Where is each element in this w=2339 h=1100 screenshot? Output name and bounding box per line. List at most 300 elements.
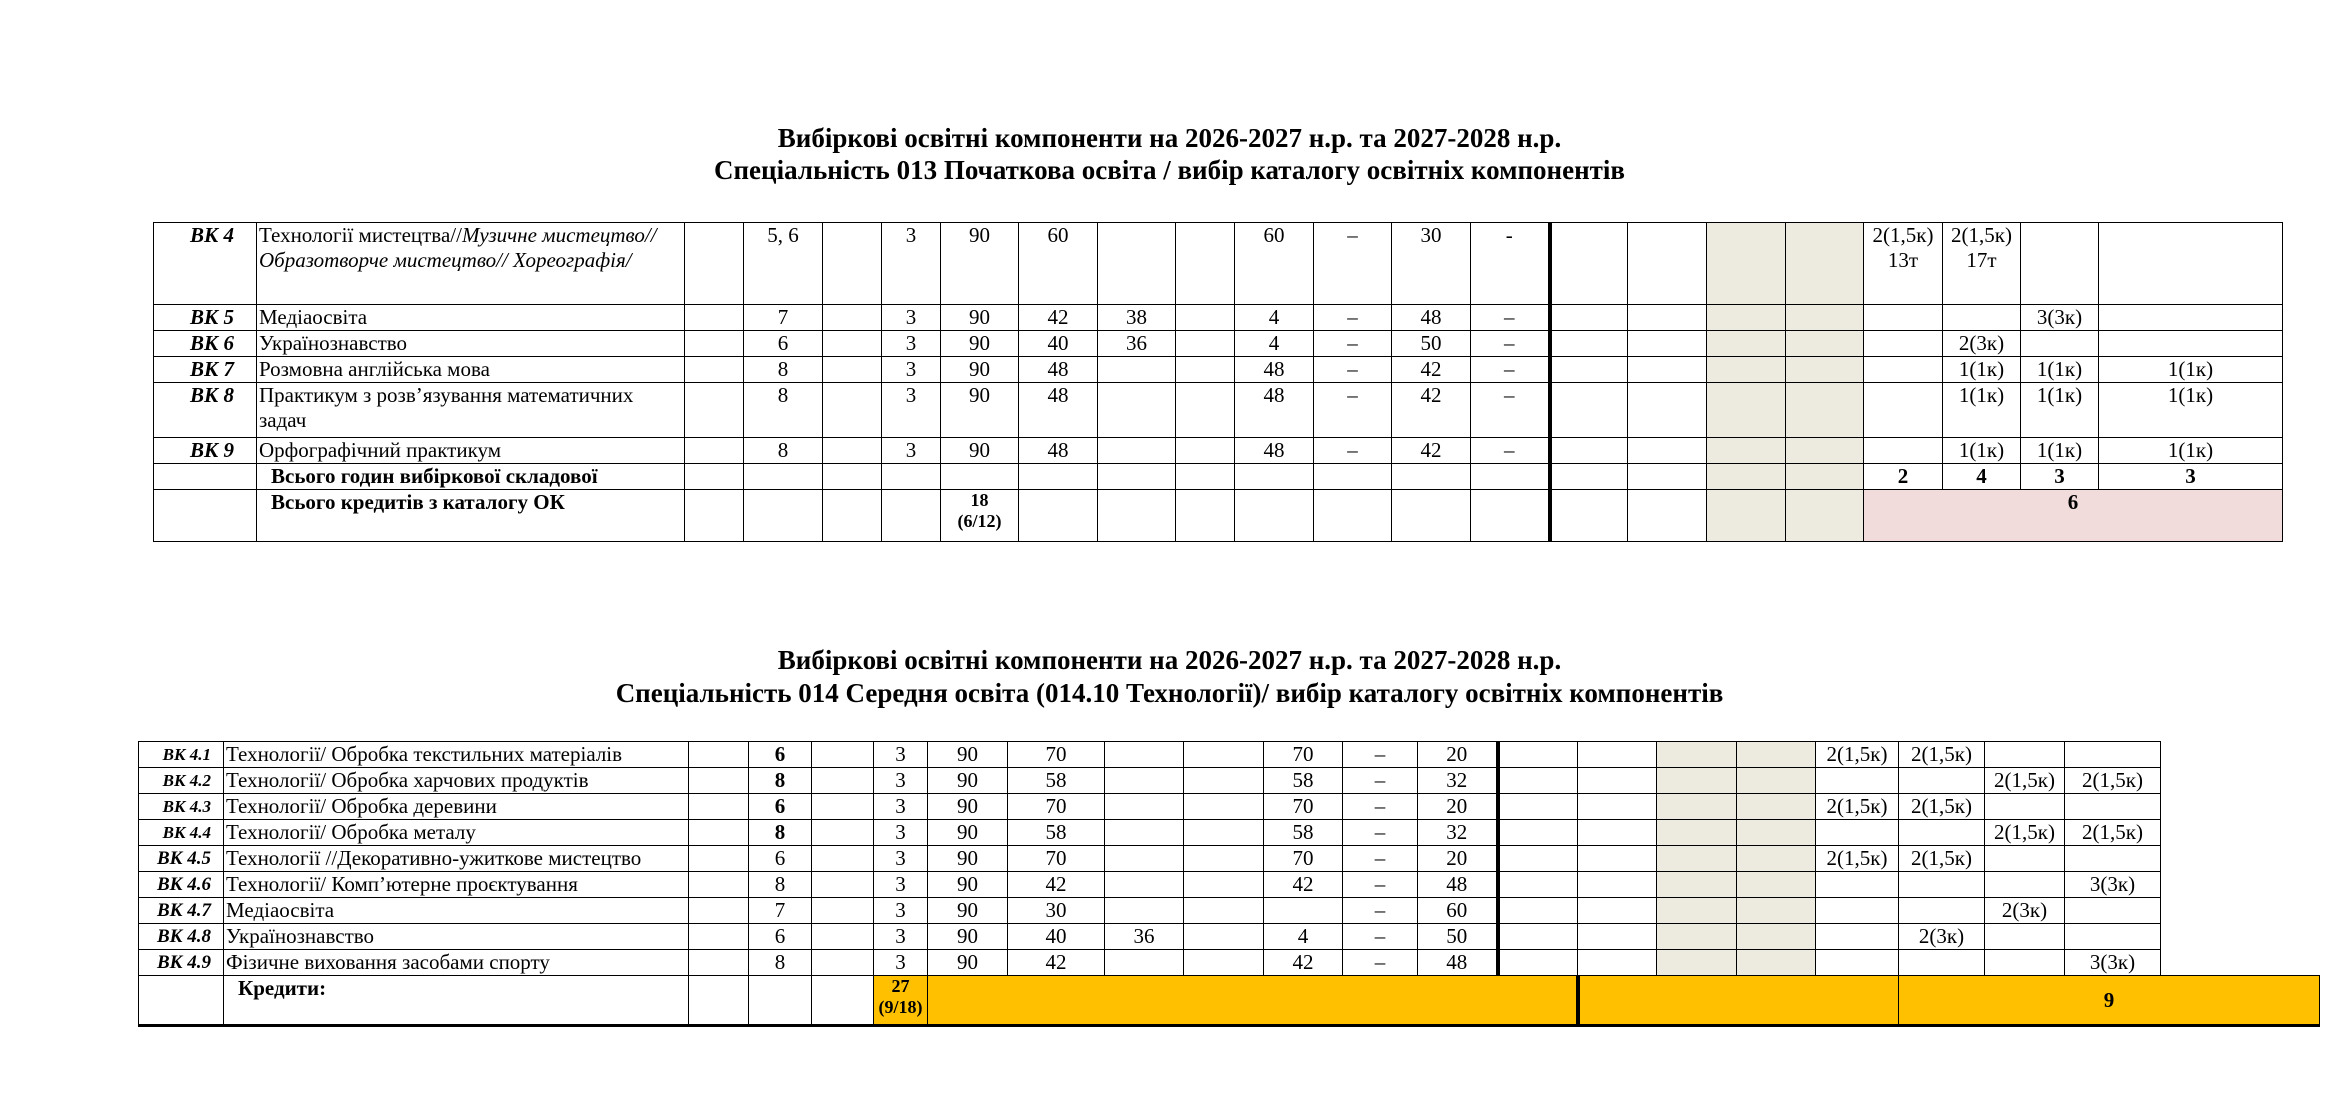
empty-cell	[1498, 768, 1578, 794]
empty-cell	[812, 898, 874, 924]
selfstudy-cell: 42	[1392, 357, 1471, 383]
semester-distribution-cell	[1985, 742, 2065, 768]
empty-cell	[1550, 438, 1628, 464]
empty-cell	[1184, 820, 1264, 846]
auditory-cell: 42	[1019, 305, 1098, 331]
selfstudy-cell: 48	[1418, 950, 1498, 976]
lab-cell: –	[1343, 924, 1418, 950]
semester-distribution-cell: 2(1,5к)	[2065, 820, 2161, 846]
semester-distribution-cell	[2065, 742, 2161, 768]
credits-semester-total: 9	[1899, 976, 2320, 1026]
lecture-cell	[1105, 820, 1184, 846]
credits-cell: 3	[874, 924, 928, 950]
credits-cell: 3	[874, 794, 928, 820]
semester-distribution-cell	[2099, 223, 2283, 305]
empty-cell	[1737, 794, 1816, 820]
empty-cell	[1392, 464, 1471, 490]
course-name-italic: Музичне мистецтво// Образотворче мистецтво// Хореографія/	[259, 223, 657, 272]
credits-row	[139, 976, 2320, 1026]
empty-cell	[1550, 464, 1628, 490]
empty-cell	[685, 305, 744, 331]
practice-cell: 48	[1235, 438, 1314, 464]
empty-cell	[1392, 490, 1471, 542]
semester-cell: 8	[749, 872, 812, 898]
empty-cell	[1657, 820, 1737, 846]
practice-cell: 58	[1264, 820, 1343, 846]
empty-cell	[685, 438, 744, 464]
semester-distribution-cell	[2065, 924, 2161, 950]
credits-cell: 3	[882, 357, 941, 383]
extra-cell: –	[1471, 331, 1550, 357]
hours-cell: 90	[928, 820, 1008, 846]
course-name: Технології //Декоративно-ужиткове мистецтво	[224, 846, 689, 872]
empty-cell	[1737, 846, 1816, 872]
empty-cell	[685, 383, 744, 438]
table-row	[139, 742, 2320, 768]
semester-distribution-cell	[1899, 950, 1985, 976]
semester-cell: 5, 6	[744, 223, 823, 305]
selfstudy-cell: 48	[1418, 872, 1498, 898]
course-code: ВК 4.1	[139, 742, 224, 768]
empty-cell	[1578, 742, 1657, 768]
lab-cell: –	[1314, 305, 1392, 331]
semester-distribution-cell: 1(1к)	[2021, 383, 2099, 438]
empty-cell	[812, 768, 874, 794]
total-credits-semester: 6	[1864, 490, 2283, 542]
lecture-cell	[1098, 438, 1176, 464]
semester-distribution-cell	[1985, 846, 2065, 872]
empty-cell	[1657, 794, 1737, 820]
table-row	[139, 820, 2320, 846]
semester-distribution-cell: 1(1к)	[1943, 357, 2021, 383]
empty-cell	[812, 846, 874, 872]
total-hours-value: 4	[1943, 464, 2021, 490]
semester-distribution-cell	[2099, 305, 2283, 331]
section2-title-line2: Спеціальність 014 Середня освіта (014.10 Технології)/ вибір каталогу освітніх компонентів	[615, 678, 1724, 708]
semester-distribution-cell: 2(1,5к)	[1816, 794, 1899, 820]
course-name: Технології/ Обробка харчових продуктів	[224, 768, 689, 794]
empty-cell	[1657, 950, 1737, 976]
hours-cell: 90	[941, 383, 1019, 438]
credits-cell: 3	[874, 768, 928, 794]
empty-cell	[1707, 223, 1786, 305]
course-name-text: Українознавство	[259, 331, 408, 355]
semester-cell: 8	[744, 357, 823, 383]
empty-cell	[823, 464, 882, 490]
semester-distribution-cell	[1899, 768, 1985, 794]
semester-cell: 6	[749, 846, 812, 872]
empty-cell	[689, 950, 749, 976]
semester-cell: 8	[744, 383, 823, 438]
semester-distribution-cell: 1(1к)	[2099, 357, 2283, 383]
table-row	[154, 305, 2283, 331]
empty-cell	[685, 490, 744, 542]
semester-distribution-cell	[1816, 820, 1899, 846]
semester-distribution-cell: 3(3к)	[2065, 872, 2161, 898]
lecture-cell	[1105, 846, 1184, 872]
empty-cell	[1498, 924, 1578, 950]
empty-cell	[823, 490, 882, 542]
semester-distribution-cell: 2(1,5к)	[1899, 742, 1985, 768]
semester-distribution-cell	[1943, 305, 2021, 331]
auditory-cell: 60	[1019, 223, 1098, 305]
section1-title-line1: Вибіркові освітні компоненти на 2026-2027 н.р. та 2027-2028 н.р.	[777, 123, 1562, 153]
course-name-text: Технології мистецтва//	[259, 223, 462, 247]
credits-cell: 3	[882, 383, 941, 438]
auditory-cell: 40	[1019, 331, 1098, 357]
empty-cell	[1578, 820, 1657, 846]
empty-cell	[689, 846, 749, 872]
empty-cell	[1578, 950, 1657, 976]
semester-distribution-cell: 1(1к)	[1943, 438, 2021, 464]
course-code: ВК 9	[154, 438, 257, 464]
lab-cell: –	[1343, 898, 1418, 924]
semester-distribution-cell	[1899, 898, 1985, 924]
hours-cell: 90	[941, 438, 1019, 464]
empty-cell	[823, 331, 882, 357]
total-credits-label: Всього кредитів з каталогу ОК	[257, 490, 685, 542]
table-row	[139, 872, 2320, 898]
auditory-cell: 40	[1008, 924, 1105, 950]
credits-total-split: (9/18)	[878, 997, 923, 1017]
empty-cell	[1498, 898, 1578, 924]
empty-cell	[812, 794, 874, 820]
empty-cell	[1176, 464, 1235, 490]
empty-cell	[812, 872, 874, 898]
empty-cell	[1019, 464, 1098, 490]
empty-cell	[139, 976, 224, 1026]
empty-cell	[1498, 820, 1578, 846]
semester-distribution-cell	[1816, 768, 1899, 794]
selfstudy-cell: 20	[1418, 846, 1498, 872]
empty-cell	[1550, 383, 1628, 438]
total-credits-value	[941, 490, 1019, 542]
lab-cell: –	[1314, 223, 1392, 305]
practice-cell: 70	[1264, 846, 1343, 872]
course-code: ВК 4.2	[139, 768, 224, 794]
credits-cell: 3	[874, 742, 928, 768]
lecture-cell	[1098, 223, 1176, 305]
semester-distribution-cell	[1985, 794, 2065, 820]
course-name: Технології/ Обробка деревини	[224, 794, 689, 820]
lab-cell: –	[1343, 768, 1418, 794]
auditory-cell: 42	[1008, 872, 1105, 898]
course-code: ВК 4.4	[139, 820, 224, 846]
empty-cell	[685, 464, 744, 490]
hours-cell: 90	[941, 357, 1019, 383]
empty-cell	[689, 872, 749, 898]
section1-title-line2: Спеціальність 013 Початкова освіта / вибір каталогу освітніх компонентів	[713, 155, 1625, 185]
practice-cell: 42	[1264, 950, 1343, 976]
semester-distribution-cell	[2099, 331, 2283, 357]
extra-cell: –	[1471, 383, 1550, 438]
empty-cell	[823, 305, 882, 331]
empty-cell	[1550, 490, 1628, 542]
semester-distribution-cell: 2(1,5к)	[1816, 846, 1899, 872]
empty-cell	[1019, 490, 1098, 542]
empty-cell	[685, 223, 744, 305]
empty-cell	[1707, 357, 1786, 383]
extra-cell: –	[1471, 357, 1550, 383]
semester-distribution-cell: 2(1,5к) 17т	[1943, 223, 2021, 305]
semester-distribution-cell	[1864, 331, 1943, 357]
semester-cell: 6	[749, 794, 812, 820]
credits-cell: 3	[874, 898, 928, 924]
selfstudy-cell: 20	[1418, 742, 1498, 768]
empty-cell	[1628, 464, 1707, 490]
empty-cell	[749, 976, 812, 1026]
practice-cell: 4	[1235, 305, 1314, 331]
credits-label: Кредити:	[224, 976, 689, 1026]
empty-cell	[1471, 464, 1550, 490]
empty-cell	[1184, 794, 1264, 820]
table-row	[154, 331, 2283, 357]
lecture-cell	[1105, 872, 1184, 898]
selfstudy-cell: 42	[1392, 438, 1471, 464]
empty-cell	[812, 742, 874, 768]
course-name: Українознавство	[224, 924, 689, 950]
empty-cell	[1628, 383, 1707, 438]
course-code: ВК 7	[154, 357, 257, 383]
semester-distribution-cell: 2(1,5к)	[2065, 768, 2161, 794]
semester-distribution-cell	[1864, 383, 1943, 438]
lab-cell: –	[1314, 438, 1392, 464]
empty-cell	[1786, 223, 1864, 305]
semester-cell: 6	[744, 331, 823, 357]
empty-cell	[1707, 331, 1786, 357]
table-row	[154, 383, 2283, 438]
empty-cell	[1314, 490, 1392, 542]
table-row	[139, 950, 2320, 976]
empty-cell	[812, 976, 874, 1026]
empty-cell	[689, 768, 749, 794]
empty-cell	[1176, 438, 1235, 464]
credits-total-number: 27	[891, 976, 910, 996]
empty-cell	[1707, 305, 1786, 331]
empty-cell	[1737, 768, 1816, 794]
empty-cell	[1657, 846, 1737, 872]
auditory-cell: 70	[1008, 742, 1105, 768]
lecture-cell	[1098, 357, 1176, 383]
course-name: Технології/ Обробка металу	[224, 820, 689, 846]
semester-distribution-cell: 3(3к)	[2021, 305, 2099, 331]
empty-cell	[1498, 846, 1578, 872]
total-credits-row	[154, 490, 2283, 542]
selfstudy-cell: 30	[1392, 223, 1471, 305]
auditory-cell: 70	[1008, 846, 1105, 872]
total-hours-value: 2	[1864, 464, 1943, 490]
lab-cell: –	[1343, 794, 1418, 820]
empty-cell	[1707, 383, 1786, 438]
extra-cell: -	[1471, 223, 1550, 305]
empty-cell	[882, 490, 941, 542]
table-row	[139, 794, 2320, 820]
empty-cell	[1550, 305, 1628, 331]
semester-distribution-cell	[2065, 898, 2161, 924]
credits-cell: 3	[874, 846, 928, 872]
empty-cell	[154, 464, 257, 490]
empty-cell	[1471, 490, 1550, 542]
empty-cell	[1498, 872, 1578, 898]
auditory-cell: 30	[1008, 898, 1105, 924]
semester-distribution-cell	[2065, 846, 2161, 872]
empty-cell	[1184, 742, 1264, 768]
lab-cell: –	[1343, 872, 1418, 898]
empty-cell	[1184, 924, 1264, 950]
course-code: ВК 4	[154, 223, 257, 305]
semester-distribution-cell	[1899, 820, 1985, 846]
semester-distribution-cell	[2021, 223, 2099, 305]
empty-cell	[689, 976, 749, 1026]
total-credits-split: (6/12)	[957, 511, 1002, 531]
credits-cell: 3	[882, 438, 941, 464]
empty-cell	[812, 820, 874, 846]
semester-distribution-cell: 1(1к)	[2021, 357, 2099, 383]
empty-cell	[1235, 464, 1314, 490]
empty-cell	[1098, 464, 1176, 490]
empty-cell	[1737, 924, 1816, 950]
practice-cell: 4	[1235, 331, 1314, 357]
empty-cell	[1176, 223, 1235, 305]
practice-cell	[1264, 898, 1343, 924]
empty-cell	[1498, 794, 1578, 820]
semester-distribution-cell	[1816, 872, 1899, 898]
semester-cell: 6	[749, 742, 812, 768]
semester-distribution-cell	[1864, 305, 1943, 331]
empty-cell	[1657, 768, 1737, 794]
empty-cell	[1578, 794, 1657, 820]
empty-cell	[689, 820, 749, 846]
table-row	[139, 768, 2320, 794]
empty-cell	[1498, 742, 1578, 768]
empty-cell	[1628, 331, 1707, 357]
empty-cell	[1786, 464, 1864, 490]
empty-cell	[689, 794, 749, 820]
section2-title-line1: Вибіркові освітні компоненти на 2026-2027 н.р. та 2027-2028 н.р.	[777, 645, 1562, 675]
empty-cell	[1098, 490, 1176, 542]
lab-cell: –	[1343, 820, 1418, 846]
course-code: ВК 4.5	[139, 846, 224, 872]
empty-cell	[1786, 438, 1864, 464]
empty-cell	[1578, 846, 1657, 872]
credits-cell: 3	[874, 950, 928, 976]
lab-cell: –	[1314, 357, 1392, 383]
semester-distribution-cell	[1816, 898, 1899, 924]
selfstudy-cell: 32	[1418, 768, 1498, 794]
table-014	[138, 741, 2320, 1027]
course-name-text: Розмовна англійська мова	[259, 357, 490, 381]
empty-cell	[685, 357, 744, 383]
empty-cell	[1657, 898, 1737, 924]
empty-cell	[1578, 924, 1657, 950]
practice-cell: 70	[1264, 742, 1343, 768]
empty-cell	[154, 490, 257, 542]
course-name: Технології/ Обробка текстильних матеріалів	[224, 742, 689, 768]
course-name	[257, 383, 685, 438]
empty-cell	[812, 924, 874, 950]
course-name: Технології/ Комп’ютерне проєктування	[224, 872, 689, 898]
empty-cell	[1707, 438, 1786, 464]
semester-distribution-cell	[1985, 872, 2065, 898]
lecture-cell	[1105, 742, 1184, 768]
lab-cell: –	[1343, 950, 1418, 976]
lab-cell: –	[1343, 846, 1418, 872]
semester-cell: 6	[749, 924, 812, 950]
empty-cell	[1786, 305, 1864, 331]
semester-cell: 7	[744, 305, 823, 331]
empty-cell	[1628, 490, 1707, 542]
empty-cell	[1707, 490, 1786, 542]
empty-cell	[1786, 383, 1864, 438]
course-name	[257, 357, 685, 383]
selfstudy-cell: 32	[1418, 820, 1498, 846]
hours-cell: 90	[928, 846, 1008, 872]
empty-cell	[689, 924, 749, 950]
course-name	[257, 331, 685, 357]
empty-cell	[689, 898, 749, 924]
semester-cell: 8	[749, 950, 812, 976]
course-name: Медіаосвіта	[224, 898, 689, 924]
table-row	[139, 924, 2320, 950]
empty-cell	[1184, 950, 1264, 976]
semester-cell: 7	[749, 898, 812, 924]
semester-distribution-cell: 2(3к)	[1899, 924, 1985, 950]
semester-distribution-cell	[1816, 924, 1899, 950]
empty-cell	[941, 464, 1019, 490]
course-code: ВК 5	[154, 305, 257, 331]
auditory-cell: 58	[1008, 820, 1105, 846]
lecture-cell: 36	[1098, 331, 1176, 357]
practice-cell: 42	[1264, 872, 1343, 898]
empty-cell	[1707, 464, 1786, 490]
empty-cell	[1184, 898, 1264, 924]
empty-cell	[1176, 383, 1235, 438]
practice-cell: 70	[1264, 794, 1343, 820]
empty-cell	[685, 331, 744, 357]
selfstudy-cell: 60	[1418, 898, 1498, 924]
semester-distribution-cell: 1(1к)	[2021, 438, 2099, 464]
semester-cell: 8	[749, 768, 812, 794]
empty-cell	[1737, 742, 1816, 768]
auditory-cell: 48	[1019, 357, 1098, 383]
course-name-text: Практикум з розв’язування математичних задач	[259, 383, 634, 432]
empty-cell	[1314, 464, 1392, 490]
practice-cell: 60	[1235, 223, 1314, 305]
credits-cell: 3	[882, 223, 941, 305]
lab-cell: –	[1314, 383, 1392, 438]
empty-cell	[1628, 357, 1707, 383]
practice-cell: 48	[1235, 357, 1314, 383]
credits-cell: 3	[882, 305, 941, 331]
semester-distribution-cell: 1(1к)	[1943, 383, 2021, 438]
table-row	[139, 898, 2320, 924]
empty-cell	[1550, 223, 1628, 305]
semester-distribution-cell: 2(1,5к) 13т	[1864, 223, 1943, 305]
empty-cell	[1184, 768, 1264, 794]
semester-distribution-cell	[1899, 872, 1985, 898]
table-row	[154, 438, 2283, 464]
auditory-cell: 48	[1019, 383, 1098, 438]
course-name-text: Медіаосвіта	[259, 305, 368, 329]
practice-cell: 48	[1235, 383, 1314, 438]
empty-cell	[1498, 950, 1578, 976]
total-hours-value: 3	[2021, 464, 2099, 490]
empty-cell	[1176, 357, 1235, 383]
empty-cell	[1176, 305, 1235, 331]
empty-cell	[1578, 872, 1657, 898]
course-code: ВК 4.9	[139, 950, 224, 976]
semester-distribution-cell	[2065, 794, 2161, 820]
